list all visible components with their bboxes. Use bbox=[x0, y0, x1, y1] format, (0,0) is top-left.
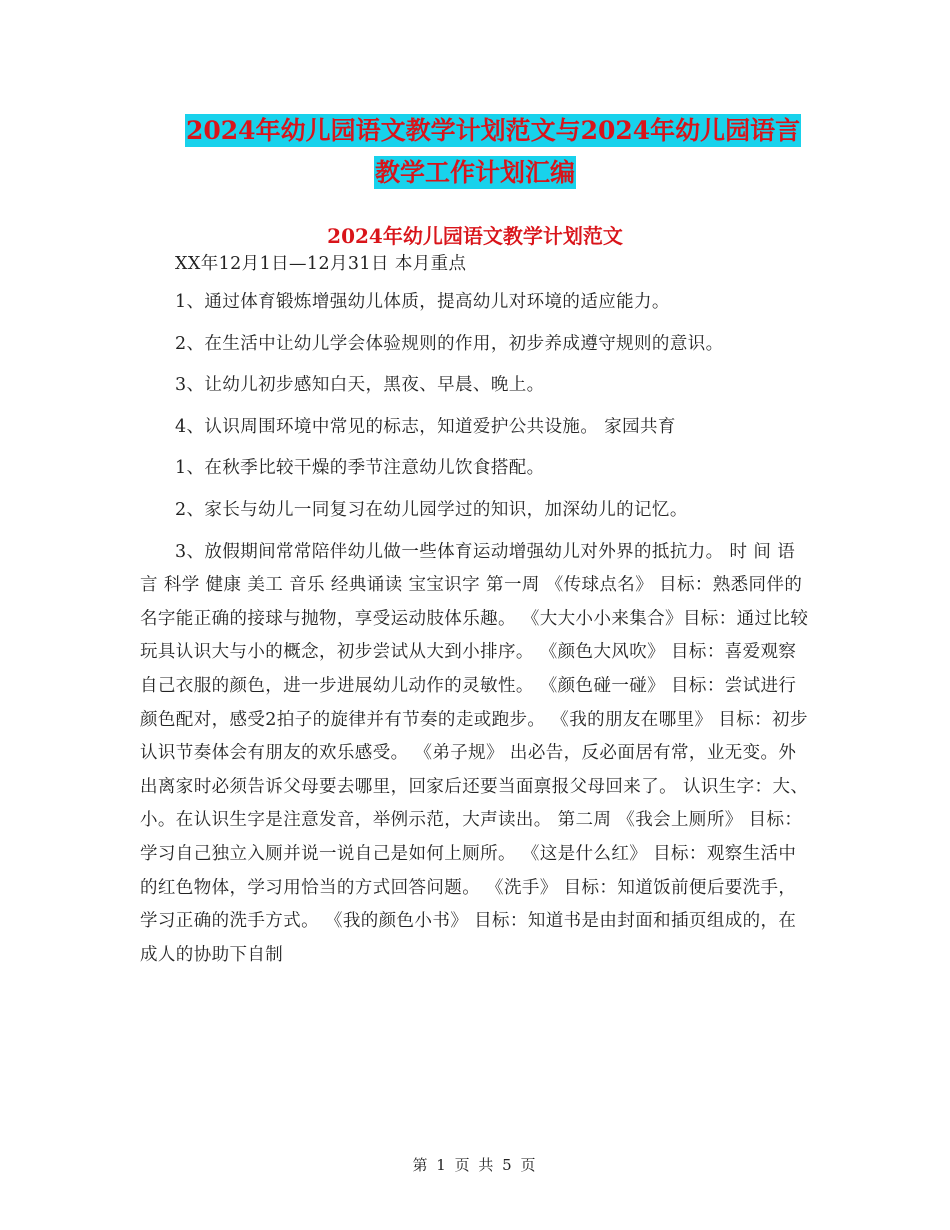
section-heading: 2024年幼儿园语文教学计划范文 bbox=[327, 224, 623, 248]
paragraph-item: 1、在秋季比较干燥的季节注意幼儿饮食搭配。 bbox=[175, 458, 545, 479]
paragraph-item: 1、通过体育锻炼增强幼儿体质，提高幼儿对环境的适应能力。 bbox=[175, 292, 670, 312]
document-title bbox=[0, 110, 950, 194]
title-line-2: 教学工作计划汇编 bbox=[374, 158, 575, 187]
page-footer: 第 1 页 共 5 页 bbox=[412, 1156, 538, 1174]
title-line-1: 2024年幼儿园语文教学计划范文与2024年幼儿园语言 bbox=[186, 116, 801, 145]
paragraph-item: 4、认识周围环境中常见的标志，知道爱护公共设施。 家园共育 bbox=[175, 416, 676, 437]
paragraph-schedule: 3、放假期间常常陪伴幼儿做一些体育运动增强幼儿对外界的抵抗力。 时 间 语言 科学 健康 美工 音乐 经典诵读 宝宝识字 第一周 《传球点名》 目标：熟悉同伴的名字能正确的接球与抛物，享受运动肢体乐趣。 《大大小小来集合》目标：通过比较玩具认识大与小的概念，初步尝试从大到小排序。 《颜色大风吹》 目标：喜爱观察自己衣服的颜色，进一步进展幼儿动作的灵敏性。 《颜色碰一碰》 目标：尝试进行颜色配对，感受2拍子的旋律并有节奏的走或跑步。 《我的朋友在哪里》 目标：初步认识节奏体会有朋友的欢乐感受。 《弟子规》 出必告，反必面居有常，业无变。外出离家时必须告诉父母要去哪里，回家后还要当面禀报父母回来了。 认识生字：大、小。在认识生字是注意发音，举例示范，大声读出。 第二周 《我会上厕所》 目标：学习自己独立入厕并说一说自己是如何上厕所。 《这是什么红》 目标：观察生活中的红色物体，学习用恰当的方式回答问题。 《洗手》 目标：知道饭前便后要洗手，学习正确的洗手方式。 《我的颜色小书》 目标：知道书是由封面和插页组成的，在成人的协助下自制 bbox=[140, 541, 809, 965]
paragraph-item: 2、家长与幼儿一同复习在幼儿园学过的知识，加深幼儿的记忆。 bbox=[175, 499, 688, 520]
paragraph-item: 3、让幼儿初步感知白天，黑夜、早晨、晚上。 bbox=[175, 375, 545, 396]
paragraph-item: 2、在生活中让幼儿学会体验规则的作用，初步养成遵守规则的意识。 bbox=[175, 333, 724, 354]
paragraph-list bbox=[140, 286, 810, 972]
paragraph-date-range: XX年12月1日—12月31日 本月重点 bbox=[175, 254, 467, 274]
